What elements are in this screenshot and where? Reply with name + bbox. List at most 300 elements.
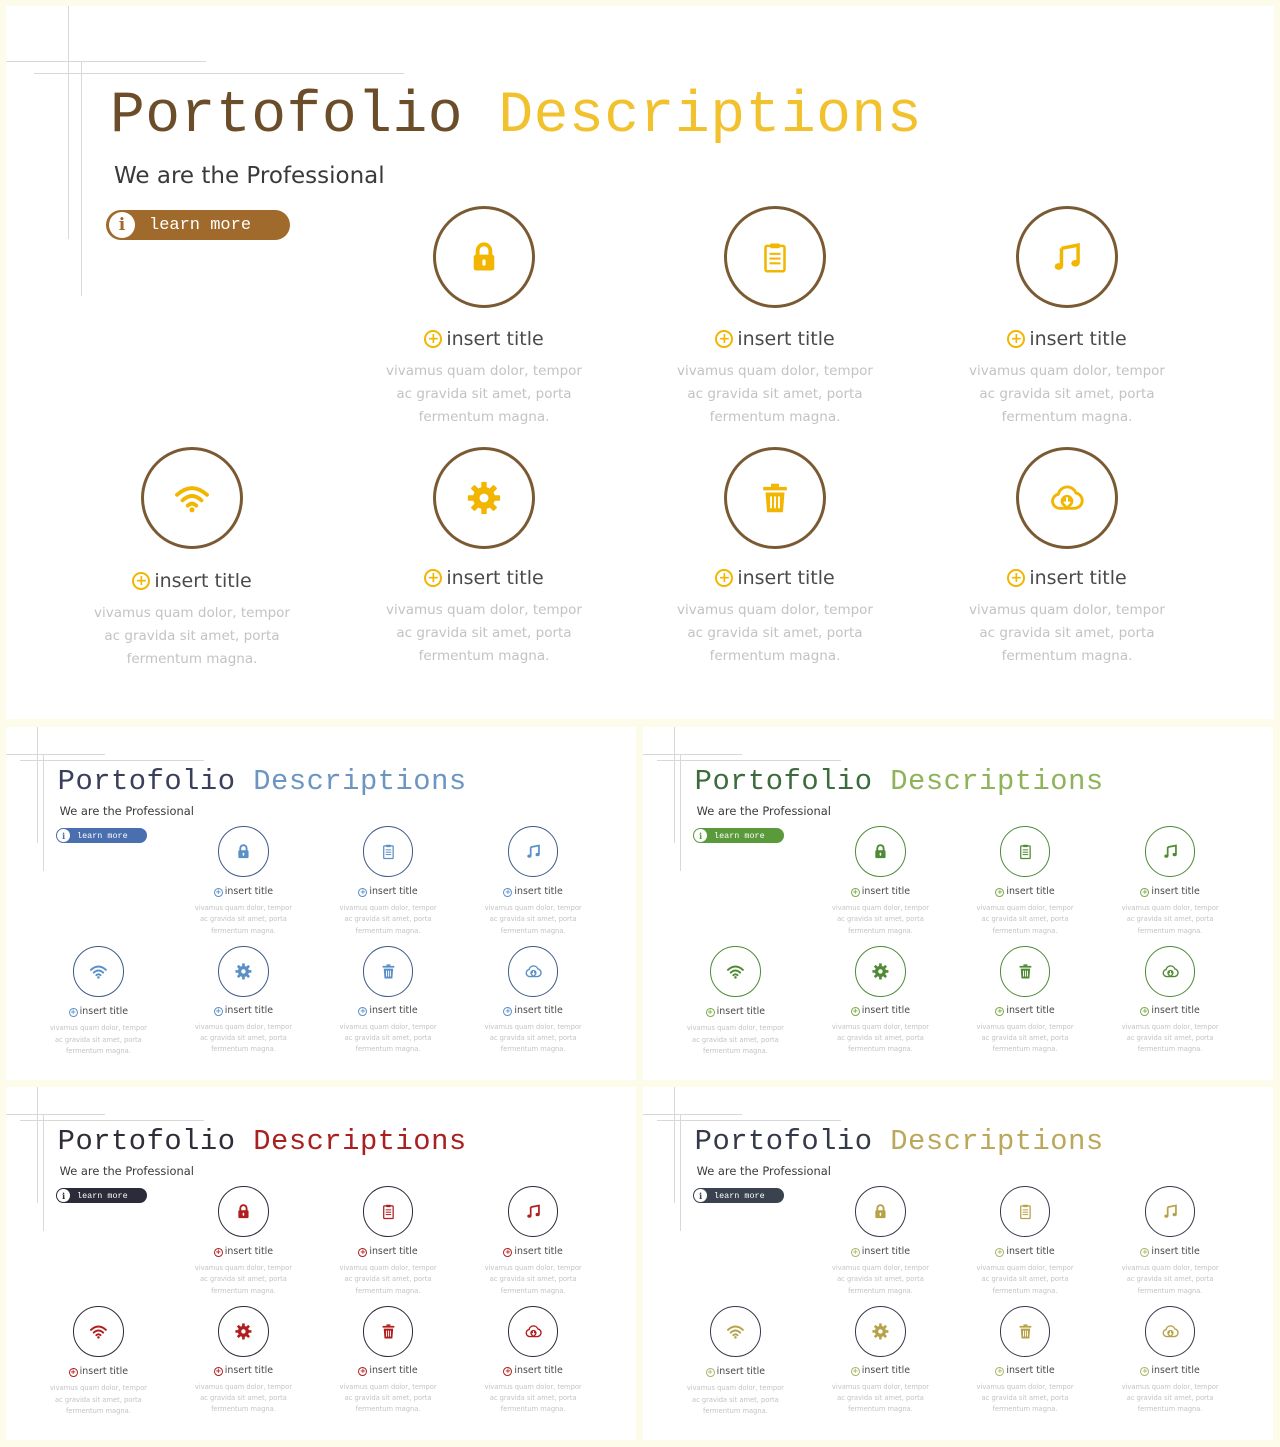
feature-item <box>481 946 585 1056</box>
item-title-label: insert title <box>737 328 835 350</box>
feature-item <box>481 1186 585 1297</box>
feature-item <box>828 826 932 937</box>
gear-icon <box>871 962 890 981</box>
feature-item <box>973 1186 1077 1297</box>
wifi-icon <box>726 1322 745 1341</box>
learn-more-button[interactable] <box>693 1188 784 1203</box>
lock-icon <box>234 842 253 861</box>
item-title-label: insert title <box>446 328 544 350</box>
item-title <box>132 566 251 596</box>
feature-item <box>828 1186 932 1297</box>
music-note-icon <box>524 842 543 861</box>
decorative-line <box>81 61 82 296</box>
feature-item <box>87 447 297 671</box>
item-title <box>424 324 543 354</box>
item-title-label: insert title <box>861 1245 911 1257</box>
decorative-line <box>6 1114 105 1115</box>
item-title-label: insert title <box>1006 1245 1055 1257</box>
slide-1 <box>6 6 1274 719</box>
item-description: vivamus quam dolor, tempor ac gravida sit amet, porta fermentum magna. <box>831 1263 930 1295</box>
feature-item <box>481 1306 585 1416</box>
item-description: vivamus quam dolor, tempor ac gravida sit amet, porta fermentum magna. <box>1121 903 1219 935</box>
icon-circle <box>1145 1306 1196 1357</box>
item-description: vivamus quam dolor, tempor ac gravida sit amet, porta fermentum magna. <box>677 363 873 425</box>
plus-circle-icon: + <box>424 330 442 348</box>
feature-item <box>828 946 932 1056</box>
feature-item <box>481 826 585 937</box>
plus-circle-icon: + <box>1142 887 1148 896</box>
feature-item <box>46 1306 150 1417</box>
icon-circle <box>855 1186 906 1237</box>
item-description: vivamus quam dolor, tempor ac gravida sit amet, porta fermentum magna. <box>484 1382 582 1414</box>
item-title-label: insert title <box>224 1004 274 1016</box>
plus-circle-icon: + <box>996 887 1003 896</box>
item-description: vivamus quam dolor, tempor ac gravida sit amet, porta fermentum magna. <box>194 1263 293 1295</box>
item-description: vivamus quam dolor, tempor ac gravida sit amet, porta fermentum magna. <box>49 1384 147 1415</box>
feature-item <box>1118 1306 1222 1416</box>
item-title-label: insert title <box>861 1364 911 1376</box>
title-part-1: Portofolio <box>57 764 236 798</box>
wifi-icon <box>89 962 108 981</box>
plus-circle-icon: + <box>505 1366 511 1375</box>
decorative-line <box>20 1120 204 1121</box>
item-title-label: insert title <box>224 1245 274 1257</box>
item-title-label: insert title <box>369 1004 418 1016</box>
cloud-download-icon <box>1161 1322 1180 1341</box>
decorative-line <box>680 1114 681 1231</box>
plus-circle-icon: + <box>215 887 222 896</box>
icon-circle <box>1016 206 1118 308</box>
item-title <box>503 885 562 900</box>
item-title <box>1007 324 1126 354</box>
decorative-line <box>680 754 681 871</box>
gear-icon <box>871 1322 890 1341</box>
item-description: vivamus quam dolor, tempor ac gravida sit amet, porta fermentum magna. <box>339 1263 437 1295</box>
item-title <box>706 1365 765 1380</box>
icon-circle <box>508 1186 559 1237</box>
decorative-line <box>674 727 675 843</box>
feature-item <box>191 1186 295 1297</box>
clipboard-icon <box>1016 842 1035 861</box>
plus-circle-icon: + <box>359 1247 366 1256</box>
plus-circle-icon: + <box>715 569 733 587</box>
feature-item <box>1118 946 1222 1056</box>
page-title <box>110 82 922 152</box>
slide-3 <box>643 727 1273 1080</box>
item-title-label: insert title <box>514 1245 563 1257</box>
cloud-download-icon <box>1048 479 1086 517</box>
info-icon: i <box>57 1189 70 1202</box>
item-title <box>851 1364 910 1379</box>
subtitle: We are the Professional <box>59 804 194 818</box>
icon-circle <box>508 1306 559 1357</box>
subtitle: We are the Professional <box>696 1164 831 1178</box>
item-title <box>851 1004 910 1019</box>
icon-circle <box>724 206 826 308</box>
cloud-download-icon <box>524 962 543 981</box>
item-description: vivamus quam dolor, tempor ac gravida sit amet, porta fermentum magna. <box>339 1022 437 1054</box>
music-note-icon <box>1161 842 1180 861</box>
item-title <box>358 1245 417 1260</box>
feature-item <box>379 447 589 668</box>
feature-item <box>336 946 440 1056</box>
item-title-label: insert title <box>1029 328 1127 350</box>
plus-circle-icon: + <box>1142 1247 1148 1256</box>
plus-circle-icon: + <box>70 1368 77 1377</box>
subtitle: We are the Professional <box>696 804 831 818</box>
clipboard-icon <box>379 1202 398 1221</box>
icon-circle <box>218 826 269 877</box>
icon-circle <box>855 946 906 997</box>
gear-icon <box>465 479 503 517</box>
item-title-label: insert title <box>1029 567 1127 589</box>
decorative-line <box>37 1087 38 1203</box>
item-title-label: insert title <box>369 1245 418 1257</box>
feature-item <box>46 946 150 1057</box>
plus-circle-icon: + <box>1142 1366 1148 1375</box>
item-title <box>1140 885 1199 900</box>
item-title-label: insert title <box>716 1006 766 1018</box>
decorative-line <box>43 1114 44 1231</box>
item-description: vivamus quam dolor, tempor ac gravida sit amet, porta fermentum magna. <box>386 363 582 425</box>
item-title <box>1140 1004 1199 1019</box>
feature-item <box>828 1306 932 1416</box>
item-description: vivamus quam dolor, tempor ac gravida sit amet, porta fermentum magna. <box>339 903 437 935</box>
item-title <box>503 1004 562 1019</box>
slide-2 <box>6 727 636 1080</box>
icon-circle <box>363 826 414 877</box>
title-part-2: Descriptions <box>890 764 1104 798</box>
decorative-line <box>643 754 742 755</box>
icon-circle <box>433 206 535 308</box>
plus-circle-icon: + <box>505 1006 511 1015</box>
page-title <box>58 765 467 800</box>
decorative-line <box>37 727 38 843</box>
item-description: vivamus quam dolor, tempor ac gravida sit amet, porta fermentum magna. <box>386 602 582 664</box>
item-title <box>69 1365 128 1380</box>
plus-circle-icon: + <box>996 1366 1003 1375</box>
icon-circle <box>724 447 826 549</box>
item-description: vivamus quam dolor, tempor ac gravida sit amet, porta fermentum magna. <box>1121 1263 1219 1295</box>
item-title-label: insert title <box>514 1004 563 1016</box>
item-description: vivamus quam dolor, tempor ac gravida sit amet, porta fermentum magna. <box>194 903 293 935</box>
plus-circle-icon: + <box>1007 330 1025 348</box>
icon-circle <box>508 826 559 877</box>
music-note-icon <box>1048 238 1086 276</box>
learn-more-button[interactable] <box>693 828 784 843</box>
item-description: vivamus quam dolor, tempor ac gravida sit amet, porta fermentum magna. <box>194 1382 293 1414</box>
learn-more-label: learn more <box>77 1190 128 1201</box>
item-title <box>214 1364 273 1379</box>
title-part-1: Portofolio <box>694 1124 873 1158</box>
subtitle: We are the Professional <box>114 163 385 189</box>
title-part-2: Descriptions <box>253 1124 467 1158</box>
wifi-icon <box>89 1322 108 1341</box>
decorative-line <box>674 1087 675 1203</box>
item-description: vivamus quam dolor, tempor ac gravida sit amet, porta fermentum magna. <box>1121 1022 1219 1054</box>
item-title <box>358 1004 417 1019</box>
feature-item <box>379 206 589 429</box>
music-note-icon <box>524 1202 543 1221</box>
item-title <box>715 563 834 593</box>
item-title-label: insert title <box>154 570 252 592</box>
feature-item <box>670 206 880 429</box>
plus-circle-icon: + <box>852 1247 859 1256</box>
decorative-line <box>68 6 69 239</box>
item-title <box>851 1245 910 1260</box>
item-title-label: insert title <box>224 1364 274 1376</box>
info-icon: i <box>109 212 135 238</box>
title-part-2: Descriptions <box>498 84 923 149</box>
slide-4 <box>6 1087 636 1440</box>
lock-icon <box>465 238 503 276</box>
icon-circle <box>855 826 906 877</box>
learn-more-label: learn more <box>714 830 765 841</box>
trash-icon <box>379 1322 398 1341</box>
item-title <box>995 885 1054 900</box>
item-title <box>995 1245 1054 1260</box>
decorative-line <box>20 760 204 761</box>
item-description: vivamus quam dolor, tempor ac gravida sit amet, porta fermentum magna. <box>831 1382 930 1414</box>
icon-circle <box>1145 826 1196 877</box>
item-title <box>1007 563 1126 593</box>
icon-circle <box>218 1186 269 1237</box>
plus-circle-icon: + <box>215 1366 222 1375</box>
item-title-label: insert title <box>79 1006 129 1018</box>
title-part-2: Descriptions <box>890 1124 1104 1158</box>
icon-circle <box>1000 826 1051 877</box>
plus-circle-icon: + <box>1007 569 1025 587</box>
feature-item <box>973 826 1077 937</box>
feature-item <box>973 1306 1077 1416</box>
feature-item <box>191 826 295 937</box>
icon-circle <box>1000 946 1051 997</box>
lock-icon <box>234 1202 253 1221</box>
icon-circle <box>363 1306 414 1357</box>
plus-circle-icon: + <box>707 1368 714 1377</box>
item-description: vivamus quam dolor, tempor ac gravida sit amet, porta fermentum magna. <box>339 1382 437 1414</box>
feature-item <box>1118 826 1222 937</box>
item-description: vivamus quam dolor, tempor ac gravida sit amet, porta fermentum magna. <box>49 1024 147 1055</box>
item-title-label: insert title <box>1006 1004 1055 1016</box>
info-icon: i <box>57 829 70 842</box>
icon-circle <box>1000 1306 1051 1357</box>
plus-circle-icon: + <box>215 1006 222 1015</box>
icon-circle <box>1000 1186 1051 1237</box>
learn-more-button[interactable] <box>106 210 290 240</box>
plus-circle-icon: + <box>1142 1006 1148 1015</box>
item-title <box>214 1245 273 1260</box>
plus-circle-icon: + <box>215 1247 222 1256</box>
decorative-line <box>643 1114 742 1115</box>
plus-circle-icon: + <box>996 1247 1003 1256</box>
lock-icon <box>871 1202 890 1221</box>
feature-item <box>336 826 440 937</box>
item-title-label: insert title <box>1006 1364 1055 1376</box>
feature-item <box>670 447 880 668</box>
item-description: vivamus quam dolor, tempor ac gravida sit amet, porta fermentum magna. <box>976 1263 1074 1295</box>
item-description: vivamus quam dolor, tempor ac gravida sit amet, porta fermentum magna. <box>831 903 930 935</box>
trash-icon <box>1016 1322 1035 1341</box>
icon-circle <box>73 946 124 997</box>
item-title <box>503 1245 562 1260</box>
cloud-download-icon <box>1161 962 1180 981</box>
trash-icon <box>379 962 398 981</box>
lock-icon <box>871 842 890 861</box>
slide-5 <box>643 1087 1273 1440</box>
plus-circle-icon: + <box>132 572 150 590</box>
wifi-icon <box>726 962 745 981</box>
feature-item <box>962 447 1172 668</box>
icon-circle <box>1145 946 1196 997</box>
item-title-label: insert title <box>224 885 274 897</box>
info-icon: i <box>694 829 707 842</box>
title-part-2: Descriptions <box>253 764 467 798</box>
icon-circle <box>218 1306 269 1357</box>
plus-circle-icon: + <box>359 1366 366 1375</box>
item-description: vivamus quam dolor, tempor ac gravida sit amet, porta fermentum magna. <box>831 1022 930 1054</box>
item-title <box>706 1005 765 1020</box>
item-description: vivamus quam dolor, tempor ac gravida sit amet, porta fermentum magna. <box>686 1024 784 1055</box>
plus-circle-icon: + <box>424 569 442 587</box>
item-title <box>214 1004 273 1019</box>
icon-circle <box>710 1306 761 1357</box>
subtitle: We are the Professional <box>59 1164 194 1178</box>
learn-more-button[interactable] <box>56 1188 147 1203</box>
item-title-label: insert title <box>514 1364 563 1376</box>
item-description: vivamus quam dolor, tempor ac gravida sit amet, porta fermentum magna. <box>1121 1382 1219 1414</box>
item-description: vivamus quam dolor, tempor ac gravida sit amet, porta fermentum magna. <box>484 1263 582 1295</box>
decorative-line <box>43 754 44 871</box>
item-description: vivamus quam dolor, tempor ac gravida sit amet, porta fermentum magna. <box>969 602 1165 664</box>
plus-circle-icon: + <box>715 330 733 348</box>
feature-item <box>962 206 1172 429</box>
item-title-label: insert title <box>1151 1004 1200 1016</box>
item-description: vivamus quam dolor, tempor ac gravida sit amet, porta fermentum magna. <box>484 1022 582 1054</box>
decorative-line <box>657 1120 841 1121</box>
music-note-icon <box>1161 1202 1180 1221</box>
page-title <box>695 765 1104 800</box>
feature-item <box>973 946 1077 1056</box>
title-part-1: Portofolio <box>694 764 873 798</box>
item-description: vivamus quam dolor, tempor ac gravida sit amet, porta fermentum magna. <box>484 903 582 935</box>
feature-item <box>1118 1186 1222 1297</box>
clipboard-icon <box>379 842 398 861</box>
item-title-label: insert title <box>1151 1245 1200 1257</box>
wifi-icon <box>173 479 211 517</box>
item-title <box>1140 1364 1199 1379</box>
item-description: vivamus quam dolor, tempor ac gravida sit amet, porta fermentum magna. <box>969 363 1165 425</box>
item-title <box>424 563 543 593</box>
item-title <box>715 324 834 354</box>
item-description: vivamus quam dolor, tempor ac gravida sit amet, porta fermentum magna. <box>94 605 290 667</box>
plus-circle-icon: + <box>359 1006 366 1015</box>
feature-item <box>191 946 295 1056</box>
clipboard-icon <box>1016 1202 1035 1221</box>
feature-item <box>683 946 787 1057</box>
learn-more-label: learn more <box>149 215 252 235</box>
decorative-line <box>6 61 206 62</box>
item-title-label: insert title <box>514 885 563 897</box>
item-title-label: insert title <box>1151 885 1200 897</box>
plus-circle-icon: + <box>852 1366 859 1375</box>
plus-circle-icon: + <box>996 1006 1003 1015</box>
learn-more-label: learn more <box>77 830 128 841</box>
feature-item <box>336 1306 440 1416</box>
item-title-label: insert title <box>1151 1364 1200 1376</box>
feature-item <box>191 1306 295 1416</box>
plus-circle-icon: + <box>70 1008 77 1017</box>
plus-circle-icon: + <box>852 887 859 896</box>
icon-circle <box>710 946 761 997</box>
item-title <box>995 1364 1054 1379</box>
item-title-label: insert title <box>369 1364 418 1376</box>
icon-circle <box>141 447 243 549</box>
item-description: vivamus quam dolor, tempor ac gravida sit amet, porta fermentum magna. <box>194 1022 293 1054</box>
item-description: vivamus quam dolor, tempor ac gravida sit amet, porta fermentum magna. <box>677 602 873 664</box>
item-title-label: insert title <box>861 1004 911 1016</box>
plus-circle-icon: + <box>505 887 511 896</box>
trash-icon <box>1016 962 1035 981</box>
icon-circle <box>1016 447 1118 549</box>
item-title-label: insert title <box>446 567 544 589</box>
plus-circle-icon: + <box>505 1247 511 1256</box>
item-title-label: insert title <box>1006 885 1055 897</box>
clipboard-icon <box>756 238 794 276</box>
info-icon: i <box>694 1189 707 1202</box>
plus-circle-icon: + <box>359 887 366 896</box>
item-description: vivamus quam dolor, tempor ac gravida sit amet, porta fermentum magna. <box>976 1022 1074 1054</box>
decorative-line <box>657 760 841 761</box>
feature-item <box>336 1186 440 1297</box>
icon-circle <box>363 1186 414 1237</box>
plus-circle-icon: + <box>707 1008 714 1017</box>
icon-circle <box>363 946 414 997</box>
item-description: vivamus quam dolor, tempor ac gravida sit amet, porta fermentum magna. <box>976 1382 1074 1414</box>
item-title <box>358 1364 417 1379</box>
item-title-label: insert title <box>79 1366 129 1378</box>
item-description: vivamus quam dolor, tempor ac gravida sit amet, porta fermentum magna. <box>686 1384 784 1415</box>
title-part-1: Portofolio <box>57 1124 236 1158</box>
trash-icon <box>756 479 794 517</box>
item-description: vivamus quam dolor, tempor ac gravida sit amet, porta fermentum magna. <box>976 903 1074 935</box>
item-title-label: insert title <box>716 1366 766 1378</box>
learn-more-button[interactable] <box>56 828 147 843</box>
gear-icon <box>234 962 253 981</box>
item-title <box>358 885 417 900</box>
item-title <box>503 1364 562 1379</box>
decorative-line <box>34 73 404 74</box>
page-title <box>58 1125 467 1160</box>
item-title <box>995 1004 1054 1019</box>
icon-circle <box>1145 1186 1196 1237</box>
icon-circle <box>218 946 269 997</box>
gear-icon <box>234 1322 253 1341</box>
page-title <box>695 1125 1104 1160</box>
icon-circle <box>73 1306 124 1357</box>
icon-circle <box>855 1306 906 1357</box>
item-title-label: insert title <box>369 885 418 897</box>
item-title-label: insert title <box>737 567 835 589</box>
learn-more-label: learn more <box>714 1190 765 1201</box>
feature-item <box>683 1306 787 1417</box>
item-title <box>1140 1245 1199 1260</box>
plus-circle-icon: + <box>852 1006 859 1015</box>
icon-circle <box>433 447 535 549</box>
item-title-label: insert title <box>861 885 911 897</box>
item-title <box>69 1005 128 1020</box>
decorative-line <box>6 754 105 755</box>
